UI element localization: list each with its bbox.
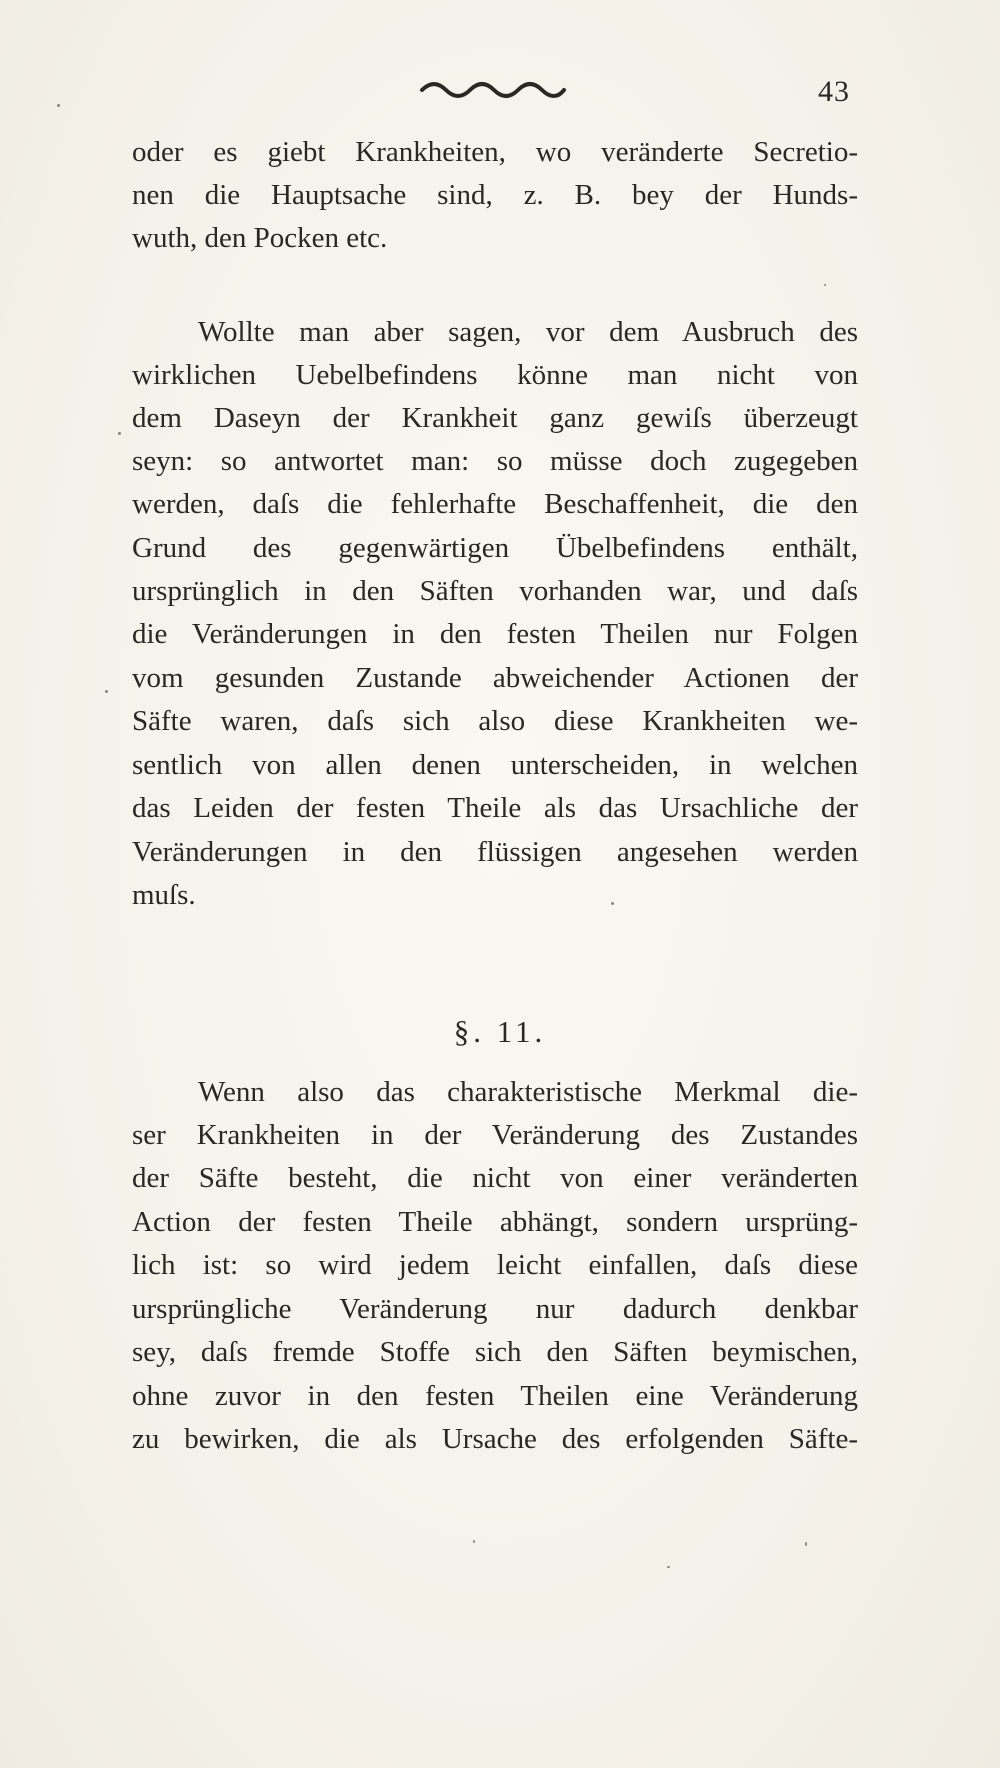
text-line: oder es giebt Krankheiten, wo veränderte Secretio- xyxy=(132,136,858,168)
text-line: ursprüngliche Veränderung nur dadurch denkbar xyxy=(132,1293,858,1325)
text-line: sentlich von allen denen unterscheiden, in welchen xyxy=(132,749,858,781)
text-line: wuth, den Pocken etc. xyxy=(132,222,388,254)
print-speck xyxy=(57,104,60,107)
section-heading: §. 11. xyxy=(453,1014,547,1049)
text-line: Wenn also das charakteristische Merkmal die- xyxy=(198,1076,858,1108)
text-line: Veränderungen in den flüssigen angesehen werden xyxy=(132,836,858,868)
print-speck xyxy=(824,284,826,286)
text-line: ursprünglich in den Säften vorhanden war, und daſs xyxy=(132,575,858,607)
print-speck xyxy=(805,1542,807,1546)
print-speck xyxy=(667,1566,670,1568)
text-line: zu bewirken, die als Ursache des erfolgenden Säfte- xyxy=(132,1423,858,1455)
text-line: ohne zuvor in den festen Theilen eine Veränderung xyxy=(132,1380,858,1412)
text-line: Wollte man aber sagen, vor dem Ausbruch des xyxy=(198,316,858,348)
print-speck xyxy=(105,690,108,693)
text-line: muſs. xyxy=(132,879,196,911)
text-line: sey, daſs fremde Stoffe sich den Säften beymischen, xyxy=(132,1336,858,1368)
text-line: der Säfte besteht, die nicht von einer veränderten xyxy=(132,1162,858,1194)
text-line: die Veränderungen in den festen Theilen nur Folgen xyxy=(132,618,858,650)
wavy-ornament-icon xyxy=(418,78,568,100)
text-line: lich ist: so wird jedem leicht einfallen, daſs diese xyxy=(132,1249,858,1281)
print-speck xyxy=(118,432,121,435)
text-line: wirklichen Uebelbefindens könne man nicht von xyxy=(132,359,858,391)
text-line: vom gesunden Zustande abweichender Actionen der xyxy=(132,662,858,694)
text-line: seyn: so antwortet man: so müsse doch zugegeben xyxy=(132,445,858,477)
page-number: 43 xyxy=(818,75,850,108)
text-line: dem Daseyn der Krankheit ganz gewiſs überzeugt xyxy=(132,402,858,434)
text-line: werden, daſs die fehlerhafte Beschaffenheit, die den xyxy=(132,488,858,520)
print-speck xyxy=(473,1540,475,1543)
text-line: Grund des gegenwärtigen Übelbefindens enthält, xyxy=(132,532,858,564)
text-line: ser Krankheiten in der Veränderung des Zustandes xyxy=(132,1119,858,1151)
text-line: das Leiden der festen Theile als das Ursachliche der xyxy=(132,792,858,824)
text-line: Action der festen Theile abhängt, sondern ursprüng- xyxy=(132,1206,858,1238)
text-line: nen die Hauptsache sind, z. B. bey der Hunds- xyxy=(132,179,858,211)
print-speck xyxy=(611,902,614,905)
text-line: Säfte waren, daſs sich also diese Krankheiten we- xyxy=(132,705,858,737)
